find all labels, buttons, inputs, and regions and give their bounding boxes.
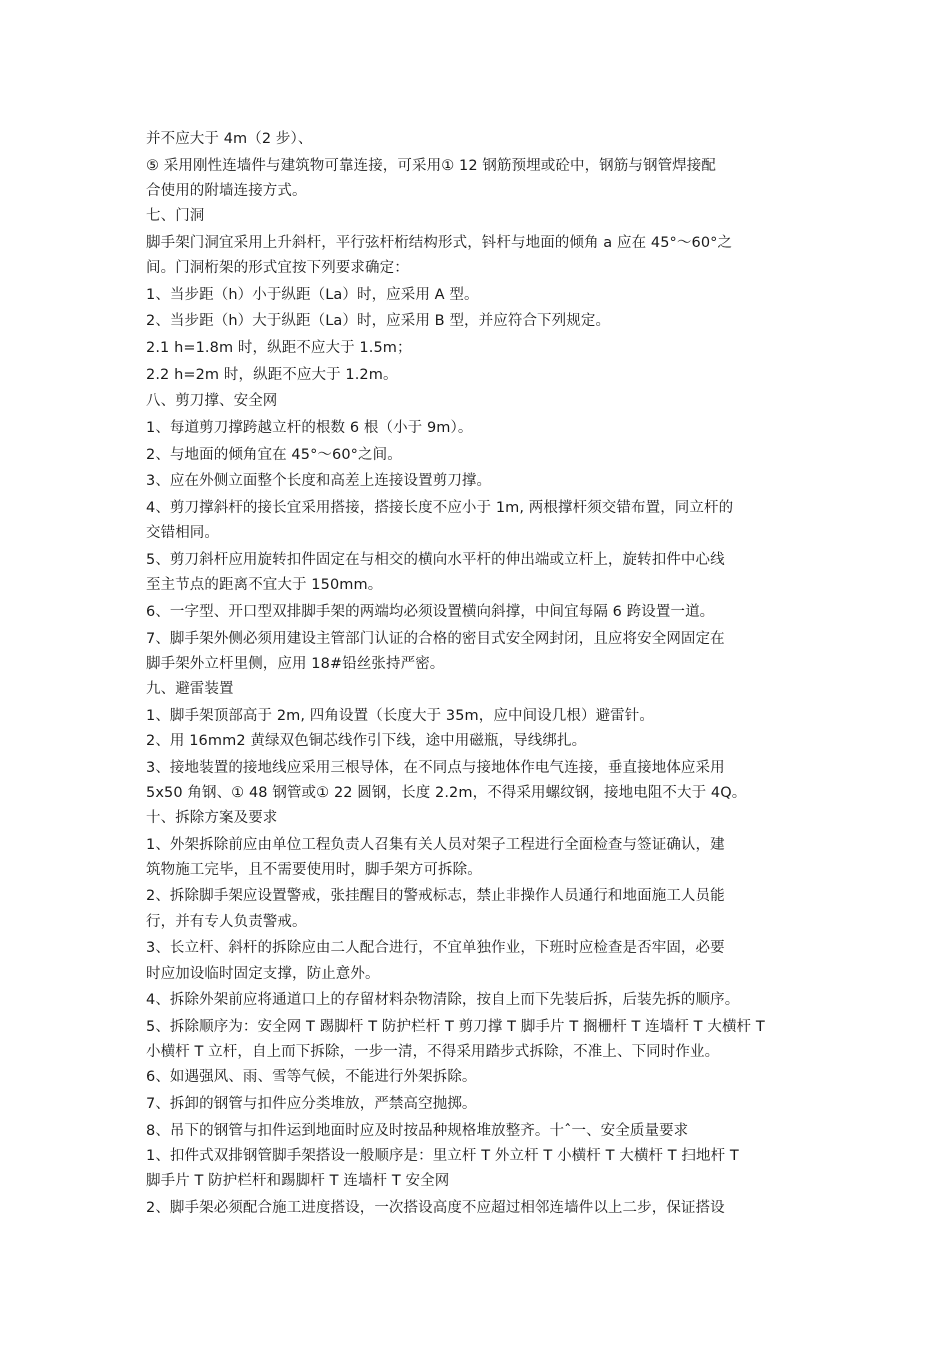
text-line: 2、与地面的倾角宜在 45°～60°之间。 [146,446,402,463]
text-line: 筑物施工完毕，且不需要使用时，脚手架方可拆除。 [146,861,482,878]
text-line: 1、扣件式双排钢管脚手架搭设一般顺序是：里立杆 T 外立杆 T 小横杆 T 大横杆 T 扫地杆 T [146,1147,739,1164]
text-line: 2、用 16mm2 黄绿双色铜芯线作引下线，途中用磁瓶，导线绑扎。 [146,732,587,749]
text-line: 2、当步距（h）大于纵距（La）时，应采用 B 型，并应符合下列规定。 [146,313,611,330]
text-line: 2.1 h=1.8m 时，纵距不应大于 1.5m； [146,340,412,356]
text-line: 交错相同。 [146,525,219,542]
text-line: 5x50 角钢、① 48 钢管或① 22 圆钢，长度 2.2m，不得采用螺纹钢，接地电阻不大于 4Q。 [146,784,747,801]
document-body [146,127,818,1221]
text-line: 1、脚手架顶部高于 2m, 四角设置（长度大于 35m，应中间设几根）避雷针。 [146,707,654,724]
text-line: 时应加设临时固定支撑，防止意外。 [146,965,380,982]
text-line: 7、拆卸的钢管与扣件应分类堆放，严禁高空抛掷。 [146,1095,477,1112]
text-line: 4、剪刀撑斜杆的接长宜采用搭接，搭接长度不应小于 1m, 两根撑杆须交错布置，同立杆的 [146,500,734,517]
text-line: 5、剪刀斜杆应用旋转扣件固定在与相交的横向水平杆的伸出端或立杆上，旋转扣件中心线 [146,552,725,568]
section-heading: 七、门洞 [146,208,205,225]
text-line: 行，并有专人负责警戒。 [146,913,307,930]
section-heading: 九、避雷装置 [146,680,234,697]
text-line: 3、应在外侧立面整个长度和高差上连接设置剪刀撑。 [146,473,492,490]
text-line: 1、当步距（h）小于纵距（La）时，应采用 A 型。 [146,286,479,303]
text-line: ⑤ 采用刚性连墙件与建筑物可靠连接，可采用① 12 钢筋预埋或砼中，钢筋与钢管焊接配 [146,157,716,174]
text-line: 脚手架外立杆里侧，应用 18#铅丝张持严密。 [146,655,445,672]
text-line: 合使用的附墙连接方式。 [146,182,307,199]
text-line: 1、外架拆除前应由单位工程负责人召集有关人员对架子工程进行全面检查与签证确认，建 [146,836,725,853]
text-line: 6、如遇强风、雨、雪等气候，不能进行外架拆除。 [146,1069,477,1086]
text-line: 脚手片 T 防护栏杆和踢脚杆 T 连墙杆 T 安全网 [146,1173,450,1189]
text-line: 脚手架门洞宜采用上升斜杆，平行弦杆桁结构形式，钭杆与地面的倾角 a 应在 45°～60°之 [146,234,733,251]
section-heading: 八、剪刀撑、安全网 [146,393,278,410]
text-line: 小横杆 T 立杆，自上而下拆除，一步一清，不得采用踏步式拆除，不准上、下同时作业。 [146,1044,720,1061]
text-line: 3、接地装置的接地线应采用三根导体，在不同点与接地体作电气连接，垂直接地体应采用 [146,759,725,776]
text-line: 至主节点的距离不宜大于 150mm。 [146,577,383,594]
text-line: 2.2 h=2m 时，纵距不应大于 1.2m。 [146,366,398,383]
text-line: 1、每道剪刀撑跨越立杆的根数 6 根（小于 9m）。 [146,420,473,437]
section-heading: 十、拆除方案及要求 [146,809,278,826]
text-line: 2、拆除脚手架应设置警戒，张挂醒目的警戒标志，禁止非操作人员通行和地面施工人员能 [146,888,725,905]
text-line: 4、拆除外架前应将通道口上的存留材料杂物清除，按自上而下先装后拆，后装先拆的顺序。 [146,992,740,1009]
text-line: 8、吊下的钢管与扣件运到地面时应及时按品种规格堆放整齐。十ˆ一、安全质量要求 [146,1122,689,1139]
text-line: 5、拆除顺序为：安全网 T 踢脚杆 T 防护栏杆 T 剪刀撑 T 脚手片 T 搁栅杆 T 连墙杆 T 大横杆 T [146,1018,765,1035]
text-line: 并不应大于 4m（2 步）、 [146,131,313,147]
text-line: 2、脚手架必须配合施工进度搭设，一次搭设高度不应超过相邻连墙件以上二步，保证搭设 [146,1199,725,1216]
text-line: 6、一字型、开口型双排脚手架的两端均必须设置横向斜撑，中间宜每隔 6 跨设置一道。 [146,603,715,620]
text-line: 间。门洞桁架的形式宜按下列要求确定： [146,259,409,276]
text-line: 7、脚手架外侧必须用建设主管部门认证的合格的密目式安全网封闭，且应将安全网固定在 [146,630,725,647]
text-line: 3、长立杆、斜杆的拆除应由二人配合进行，不宜单独作业，下班时应检查是否牢固，必要 [146,940,725,957]
